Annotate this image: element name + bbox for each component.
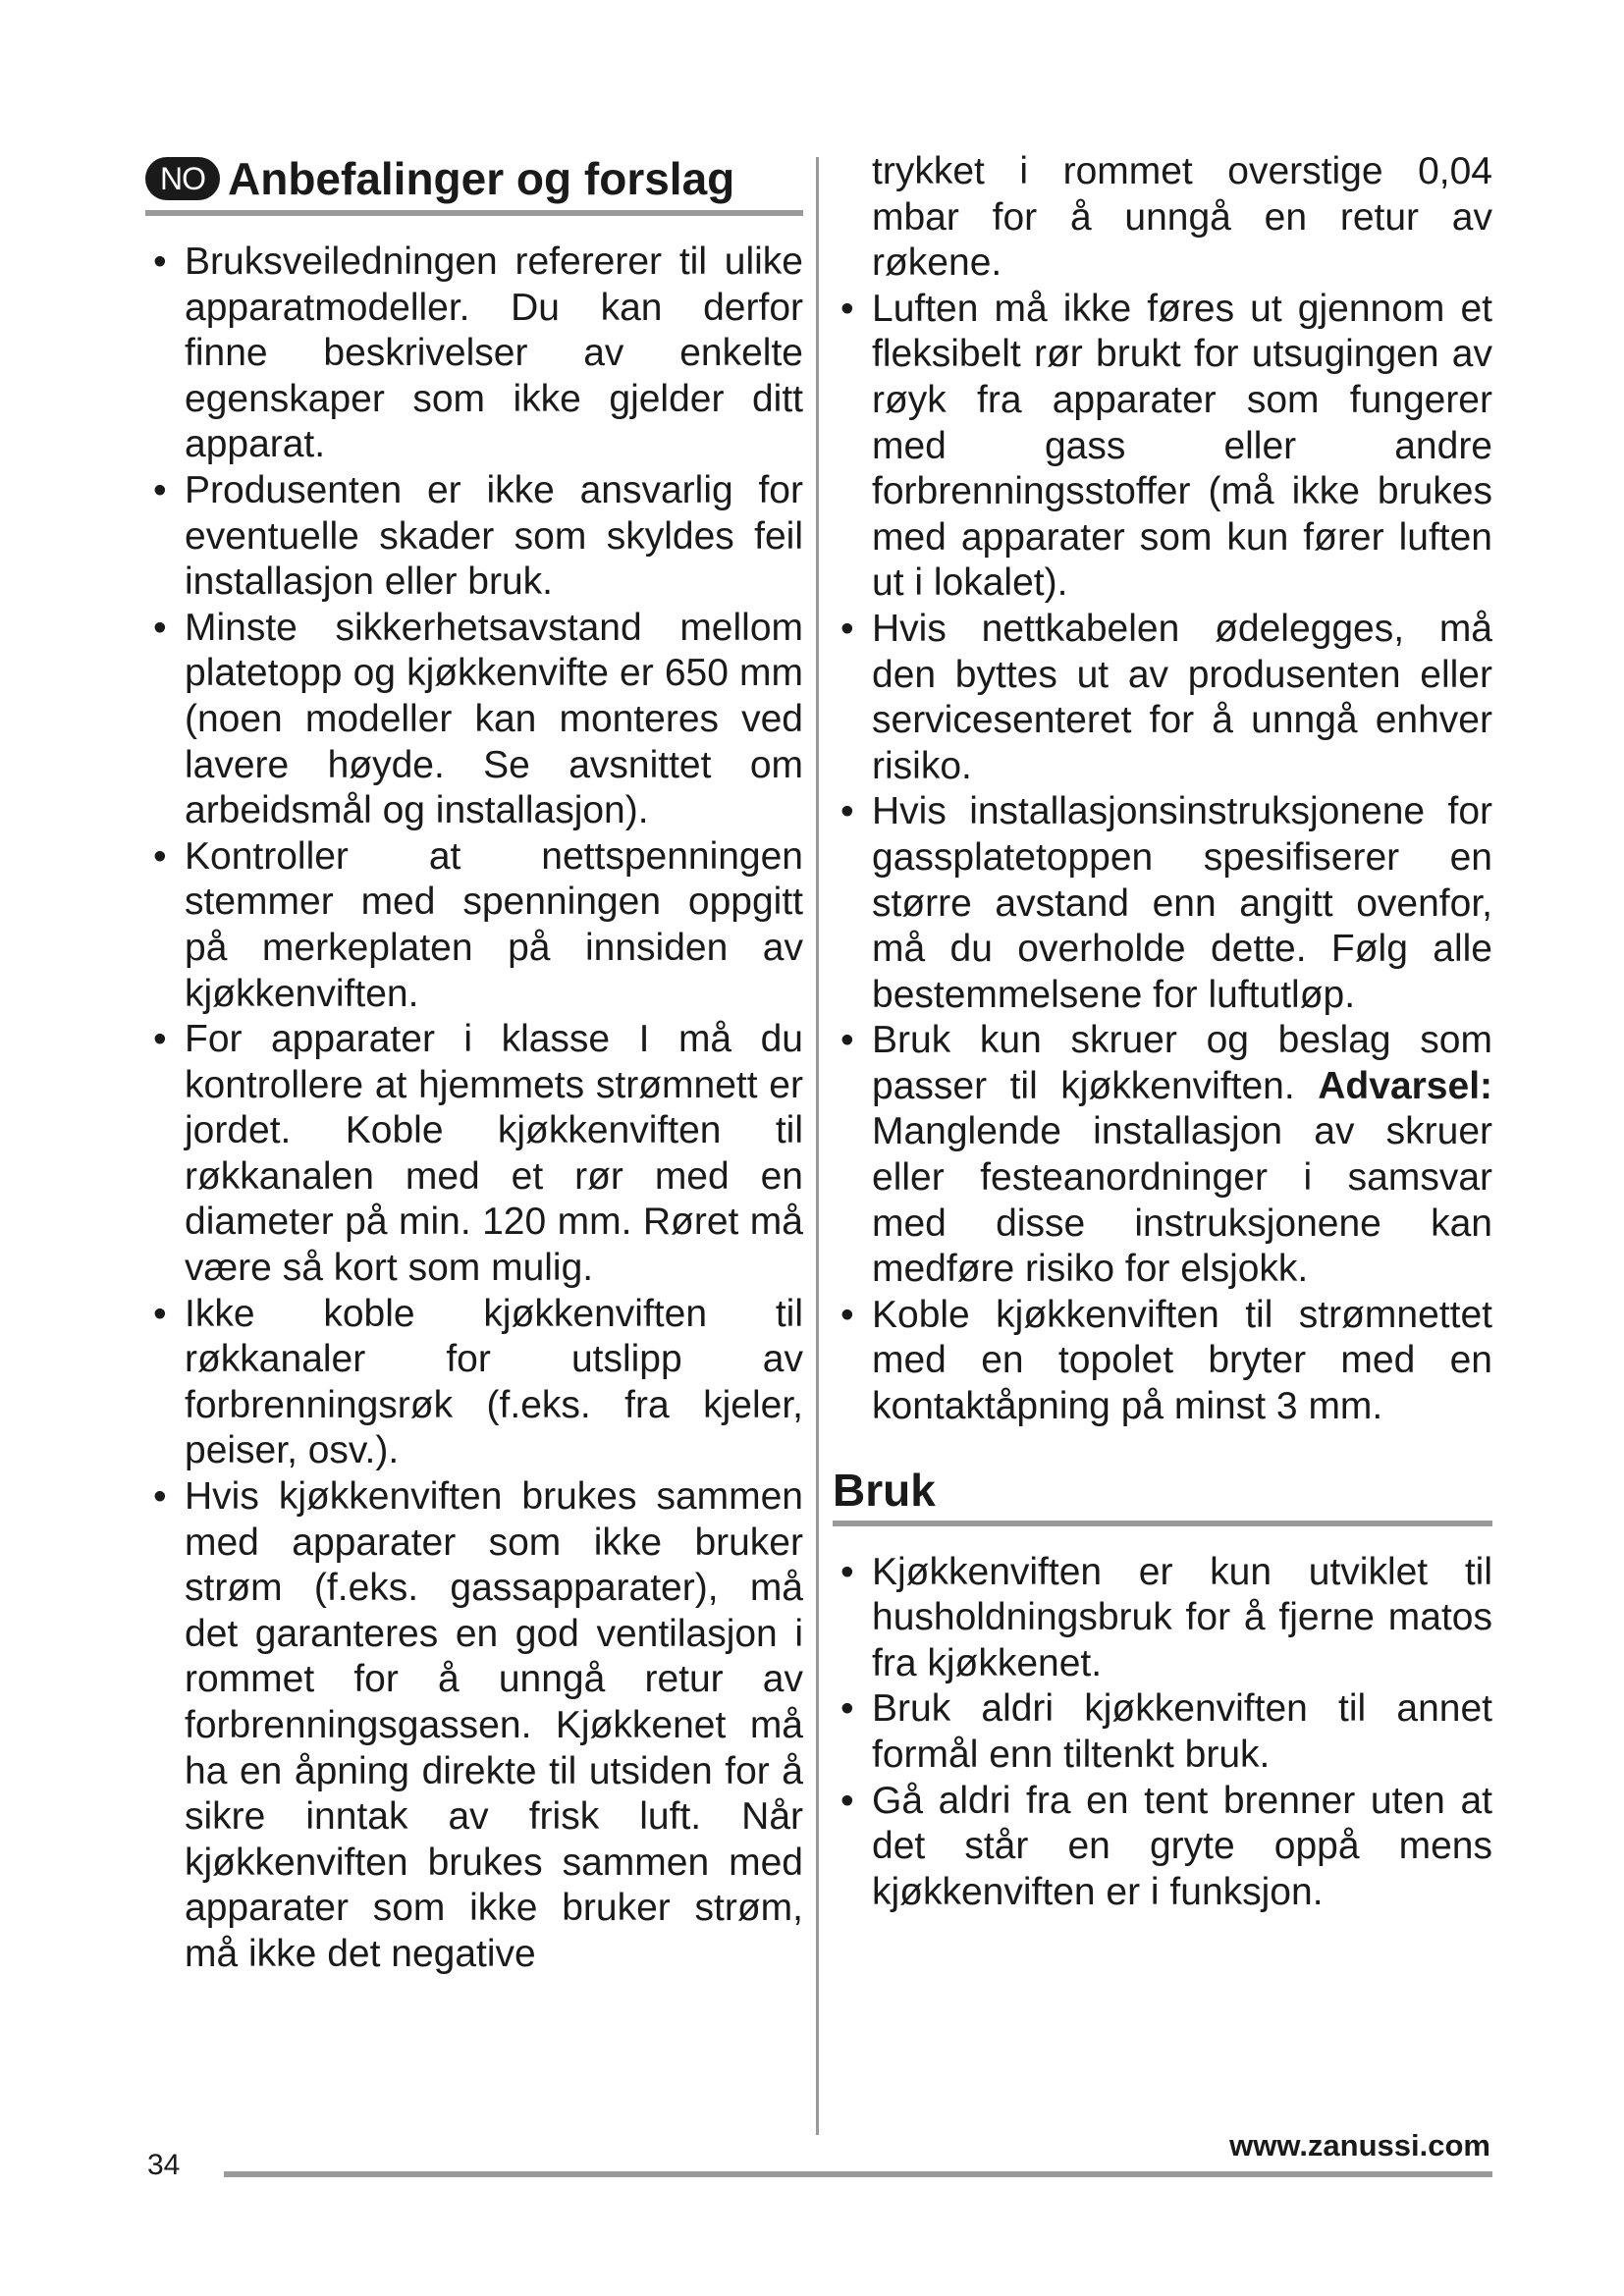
list-item: • Ikke koble kjøkkenviften til røkkanaler for utslipp av forbrenningsrøk (f.eks. fra kjeler, peiser, osv.). [145, 1292, 803, 1474]
footer-url: www.zanussi.com [1229, 2128, 1490, 2163]
list-item: • Hvis nettkabelen ødelegges, må den byttes ut av produsenten eller servicesenteret for å unngå enhver risiko. [833, 607, 1492, 789]
section-title: Anbefalinger og forslag [228, 153, 735, 204]
screws-text: Bruk kun skruer og beslag som passer til kjøkkenviften. [872, 1019, 1492, 1107]
list-item: • Hvis kjøkkenviften brukes sammen med apparater som ikke bruker strøm (f.eks. gassapparater), må det garanteres en god ventilasjon i rommet for å unngå retur av forbrenningsgassen. Kjøkkenet må ha en åpning direkte til utsiden for å sikre inntak av frisk luft. Når kjøkkenviften brukes sammen med apparater som ikke bruker strøm, må ikke det negative [145, 1474, 803, 1978]
warning-label: Advarsel: [1318, 1064, 1493, 1107]
usage-list [833, 1550, 1492, 1916]
warning-text: Manglende installasjon av skruer eller festeanordninger i samsvar med disse instruksjonene kan medføre risiko for elsjokk. [872, 1110, 1492, 1291]
continued-text: trykket i rommet overstige 0,04 mbar for å unngå en retur av røkene. [872, 150, 1492, 285]
list-item: • Luften må ikke føres ut gjennom et fleksibelt rør brukt for utsugingen av røyk fra apparater som fungerer med gass eller andre forbrenningsstoffer (må ikke brukes med apparater som kun fører luften ut i lokalet). [833, 287, 1492, 607]
recommendations-list [145, 240, 803, 1978]
list-item: • Kjøkkenviften er kun utviklet til husholdningsbruk for å fjerne matos fra kjøkkenet. [833, 1550, 1492, 1687]
list-item: • Koble kjøkkenviften til strømnettet med en topolet bryter med en kontaktåpning på minst 3 mm. [833, 1293, 1492, 1430]
right-column [833, 149, 1492, 1915]
list-item: • Hvis installasjonsinstruksjonene for gassplatetoppen spesifiserer en større avstand enn angitt ovenfor, må du overholde dette. Følg alle bestemmelsene for luftutløp. [833, 789, 1492, 1018]
left-column [145, 147, 803, 1978]
section-heading [145, 147, 803, 206]
language-badge: NO [145, 157, 220, 200]
list-item [833, 1018, 1492, 1293]
list-item: • Bruk aldri kjøkkenviften til annet formål enn tiltenkt bruk. [833, 1686, 1492, 1778]
page-number: 34 [147, 2149, 181, 2181]
list-item: • For apparater i klasse I må du kontrollere at hjemmets strømnett er jordet. Koble kjøkkenviften til røkkanalen med et rør med en diameter på min. 120 mm. Røret må være så kort som mulig. [145, 1017, 803, 1292]
list-item: • Minste sikkerhetsavstand mellom platetopp og kjøkkenvifte er 650 mm (noen modeller kan monteres ved lavere høyde. Se avsnittet om arbeidsmål og installasjon). [145, 606, 803, 834]
footer-rule [224, 2171, 1492, 2177]
list-item: • Bruksveiledningen refererer til ulike apparatmodeller. Du kan derfor finne beskrivelser av enkelte egenskaper som ikke gjelder ditt apparat. [145, 240, 803, 468]
column-divider [816, 157, 819, 2135]
recommendations-list-continued [833, 287, 1492, 1430]
heading-rule [833, 1521, 1492, 1526]
list-item: • Produsenten er ikke ansvarlig for eventuelle skader som skyldes feil installasjon eller bruk. [145, 468, 803, 606]
list-item: • Gå aldri fra en tent brenner uten at det står en gryte oppå mens kjøkkenviften er i funksjon. [833, 1779, 1492, 1916]
usage-title: Bruk [833, 1464, 936, 1516]
heading-rule [145, 210, 803, 216]
usage-section [833, 1464, 1492, 1916]
list-item: • Kontroller at nettspenningen stemmer med spenningen oppgitt på merkeplaten på innsiden av kjøkkenviften. [145, 834, 803, 1017]
